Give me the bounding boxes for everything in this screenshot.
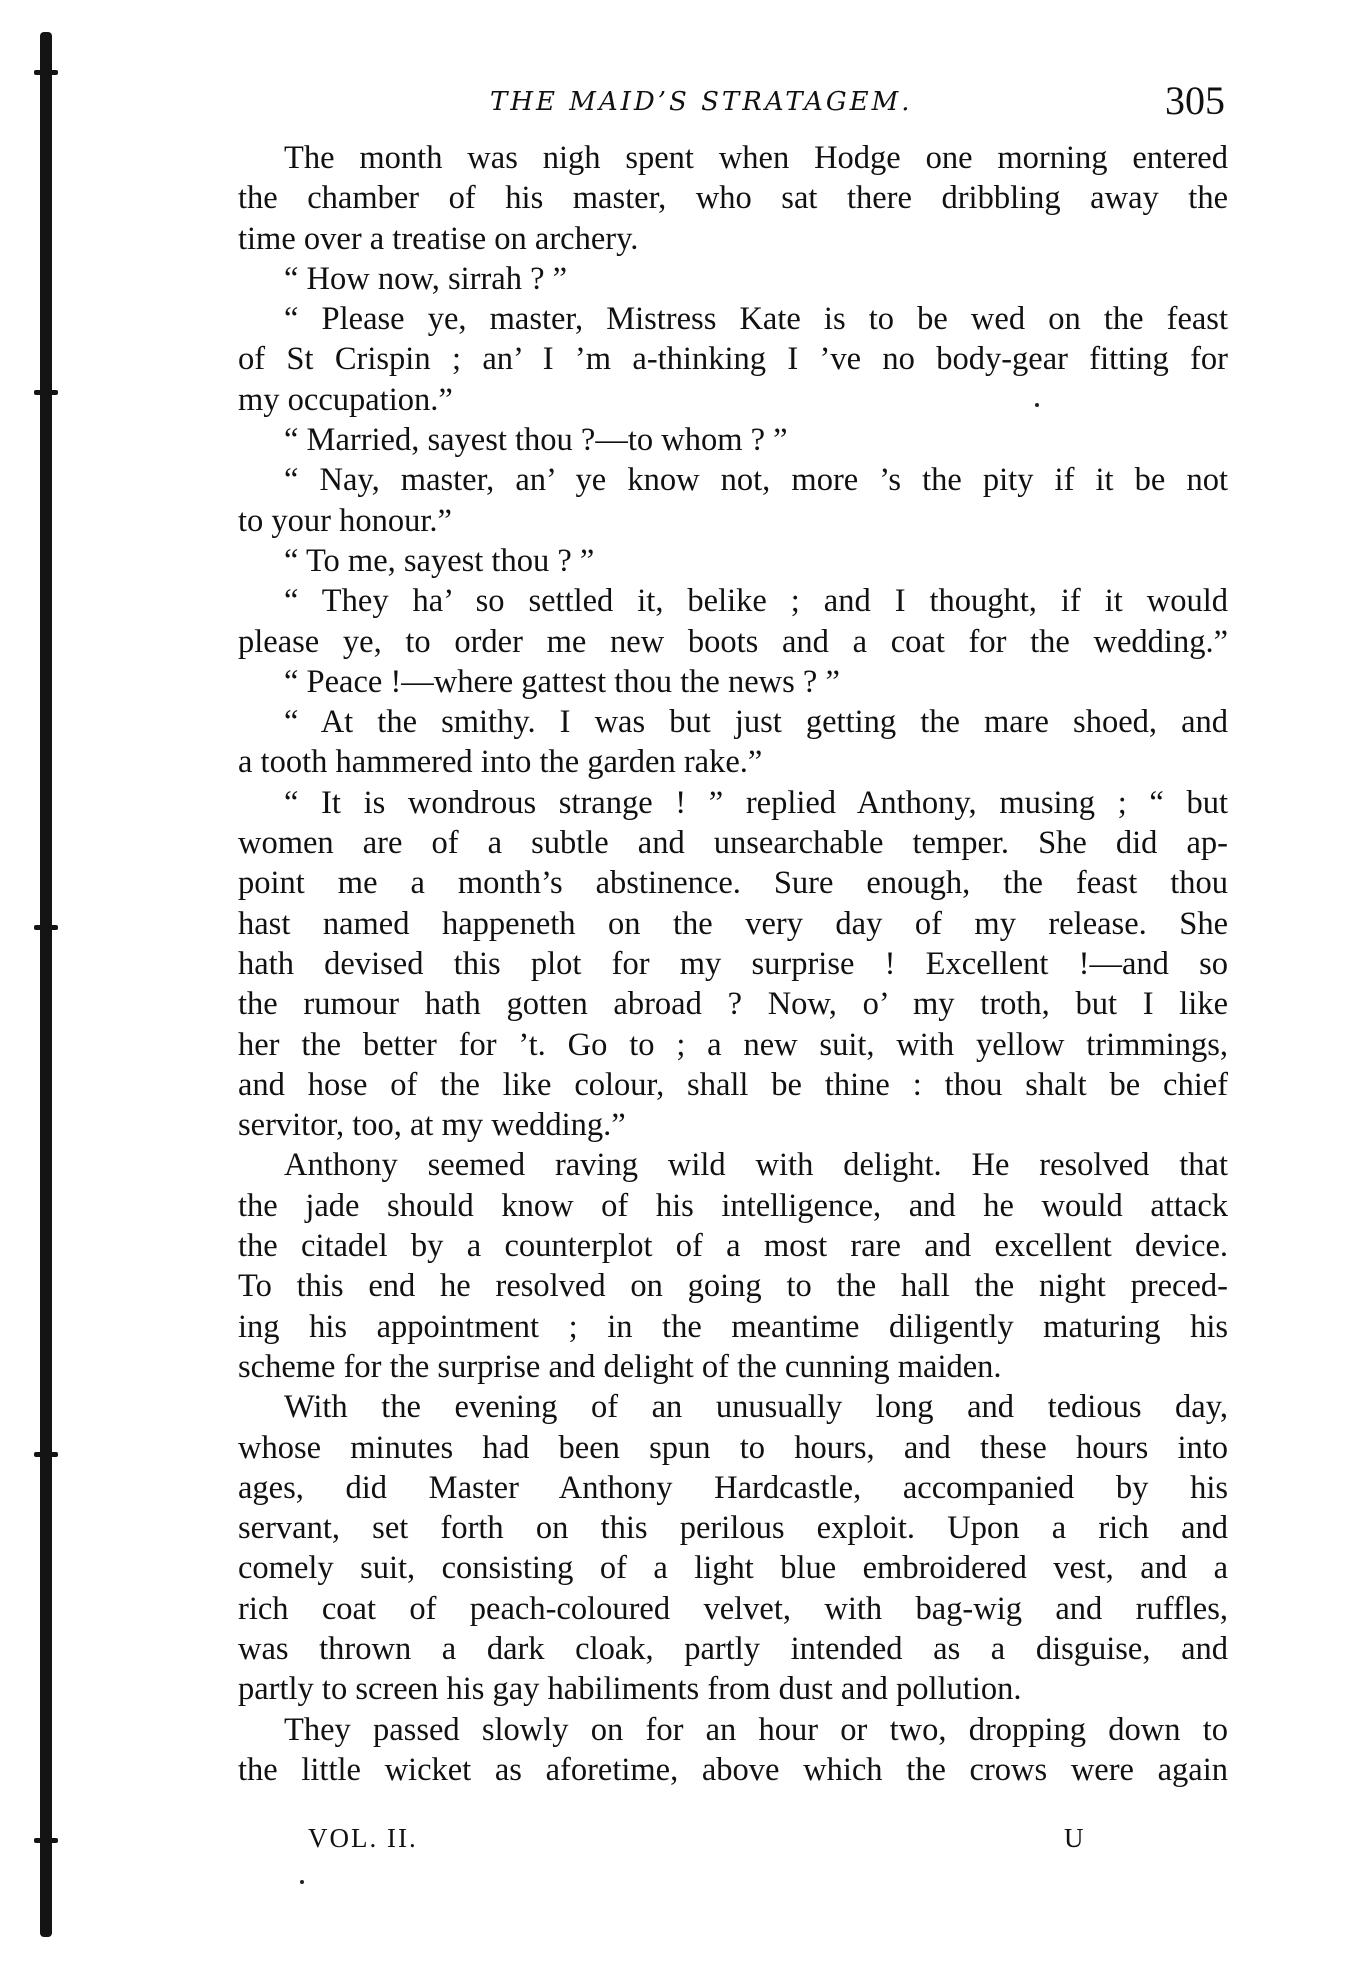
text-line: of St Crispin ; an’ I ’m a-thinking I ’ve no body-gear fitting for (238, 341, 1228, 378)
text-line: a tooth hammered into the garden rake.” (238, 744, 763, 781)
binding-thread-mark (34, 390, 58, 395)
text-line: and hose of the like colour, shall be thine : thou shalt be chief (238, 1066, 1228, 1103)
text-line: “ To me, sayest thou ? ” (284, 542, 595, 579)
text-line: to your honour.” (238, 502, 452, 539)
text-line: please ye, to order me new boots and a coat for the wedding.” (238, 623, 1228, 660)
text-line: “ It is wondrous strange ! ” replied Anthony, musing ; “ but (284, 784, 1228, 821)
binding-edge (40, 32, 52, 1937)
text-line: my occupation.” (238, 381, 453, 418)
volume-label: VOL. II. (308, 1823, 418, 1853)
text-line: “ How now, sirrah ? ” (284, 260, 568, 297)
text-line: the citadel by a counterplot of a most rare and excellent device. (238, 1228, 1228, 1265)
text-line: ages, did Master Anthony Hardcastle, accompanied by his (238, 1469, 1228, 1506)
text-line: hast named happeneth on the very day of my release. She (238, 905, 1228, 942)
binding-thread-mark (34, 925, 58, 930)
text-line: With the evening of an unusually long and tedious day, (284, 1389, 1228, 1426)
text-line: The month was nigh spent when Hodge one morning entered (284, 140, 1228, 176)
ink-speck (1035, 403, 1039, 407)
text-line: the rumour hath gotten abroad ? Now, o’ my troth, but I like (238, 986, 1228, 1023)
text-line: her the better for ’t. Go to ; a new suit, with yellow trimmings, (238, 1026, 1228, 1063)
text-line: ing his appointment ; in the meantime diligently maturing his (238, 1308, 1228, 1345)
text-line: whose minutes had been spun to hours, and these hours into (238, 1429, 1228, 1466)
text-line: point me a month’s abstinence. Sure enough, the feast thou (238, 865, 1228, 902)
text-line: time over a treatise on archery. (238, 220, 639, 257)
text-line: rich coat of peach-coloured velvet, with bag-wig and ruffles, (238, 1590, 1228, 1627)
text-line: servant, set forth on this perilous exploit. Upon a rich and (238, 1510, 1228, 1547)
page-footer (0, 1818, 1357, 1858)
text-line: To this end he resolved on going to the hall the night preced- (238, 1268, 1228, 1305)
text-line: comely suit, consisting of a light blue embroidered vest, and a (238, 1550, 1228, 1587)
running-head (0, 78, 1357, 123)
text-line: “ Please ye, master, Mistress Kate is to be wed on the feast (284, 301, 1228, 338)
signature-mark: U (1064, 1823, 1086, 1853)
text-line: the little wicket as aforetime, above which the crows were again (238, 1751, 1228, 1788)
text-line: the jade should know of his intelligence, and he would attack (238, 1187, 1228, 1224)
text-line: the chamber of his master, who sat there dribbling away the (238, 180, 1228, 217)
text-line: Anthony seemed raving wild with delight. He resolved that (284, 1147, 1228, 1184)
binding-thread-mark (34, 1452, 58, 1457)
body-text (238, 138, 1228, 1790)
ink-speck (300, 1880, 304, 1884)
text-line: hath devised this plot for my surprise ! Excellent !—and so (238, 945, 1228, 982)
text-line: “ They ha’ so settled it, belike ; and I thought, if it would (284, 583, 1228, 620)
binding-thread-mark (34, 70, 58, 75)
text-line: was thrown a dark cloak, partly intended as a disguise, and (238, 1630, 1228, 1667)
text-line: “ Peace !—where gattest thou the news ? ” (284, 663, 840, 700)
text-line: “ Nay, master, an’ ye know not, more ’s the pity if it be not (284, 462, 1228, 499)
running-head-title: THE MAID’S STRATAGEM. (490, 87, 913, 117)
text-line: “ At the smithy. I was but just getting the mare shoed, and (284, 704, 1228, 741)
text-line: They passed slowly on for an hour or two, dropping down to (284, 1711, 1228, 1748)
text-line: partly to screen his gay habiliments from dust and pollution. (238, 1671, 1022, 1708)
page-number: 305 (1165, 78, 1225, 123)
text-line: scheme for the surprise and delight of the cunning maiden. (238, 1348, 1002, 1385)
text-line: servitor, too, at my wedding.” (238, 1107, 626, 1144)
text-line: women are of a subtle and unsearchable temper. She did ap- (238, 825, 1228, 862)
text-line: “ Married, sayest thou ?—to whom ? ” (284, 422, 788, 459)
